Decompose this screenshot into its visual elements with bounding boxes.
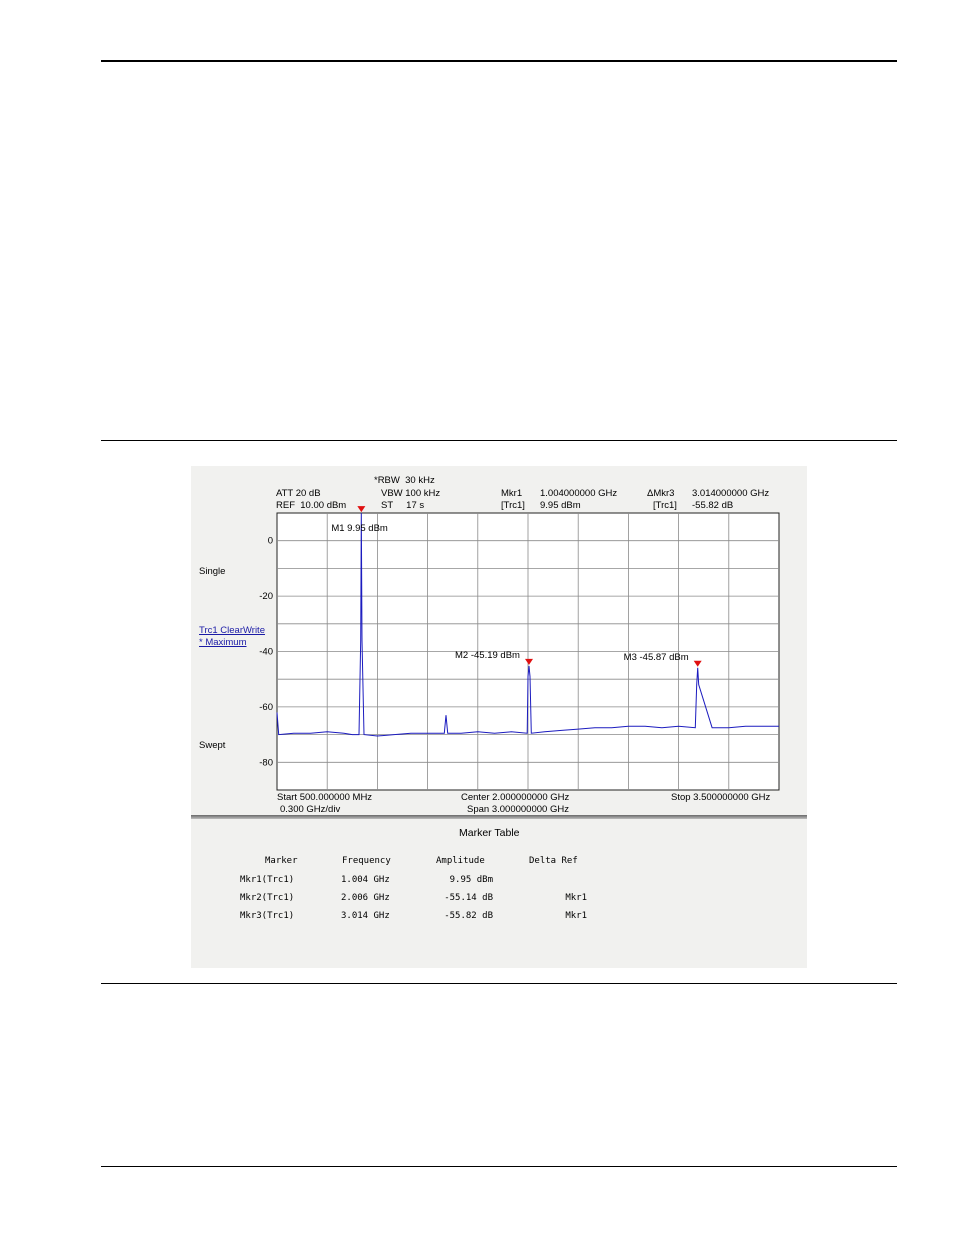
detector-link[interactable]: * Maximum [199, 637, 247, 648]
table-row-2-frequency: 2.006 GHz [341, 893, 390, 903]
span-frequency: Span 3.000000000 GHz [467, 804, 569, 815]
frequency-per-division: 0.300 GHz/div [280, 804, 341, 815]
table-row-2-amplitude: -55.14 dB [444, 893, 493, 903]
delta-marker-amplitude: -55.82 dB [692, 500, 734, 511]
y-tick-label: -80 [259, 757, 273, 769]
top-rule [101, 60, 897, 62]
marker-readout-trace: [Trc1] [501, 500, 525, 511]
table-row-3-amplitude: -55.82 dB [444, 911, 493, 921]
marker-table-header-amplitude: Amplitude [436, 856, 485, 866]
table-row-2-delta-ref: Mkr1 [565, 893, 587, 903]
table-separator [191, 815, 807, 819]
table-row-3-marker: Mkr3(Trc1) [240, 911, 295, 921]
delta-marker-label: ΔMkr3 [647, 488, 675, 499]
y-tick-label: -20 [259, 591, 273, 603]
swept-label: Swept [199, 740, 226, 751]
table-row-2-marker: Mkr2(Trc1) [240, 893, 295, 903]
y-tick-label: -60 [259, 701, 273, 713]
marker-1-triangle [357, 506, 365, 512]
marker-table-header-delta-ref: Delta Ref [529, 856, 578, 866]
att-setting: ATT 20 dB [276, 488, 321, 499]
marker-3-label: M3 -45.87 dBm [623, 651, 689, 663]
marker-readout-label: Mkr1 [501, 488, 523, 499]
marker-readout-frequency: 1.004000000 GHz [540, 488, 618, 499]
marker-readout-amplitude: 9.95 dBm [540, 500, 581, 511]
single-sweep-label: Single [199, 566, 226, 577]
stop-frequency: Stop 3.500000000 GHz [671, 792, 771, 803]
vbw-setting: VBW 100 kHz [381, 488, 441, 499]
table-row-3-frequency: 3.014 GHz [341, 911, 390, 921]
table-row-3-delta-ref: Mkr1 [565, 911, 587, 921]
spectrum-analyzer-screenshot [191, 466, 807, 968]
delta-marker-trace: [Trc1] [653, 500, 677, 511]
rbw-setting: *RBW 30 kHz [374, 475, 435, 486]
figure-bottom-rule [101, 983, 897, 984]
ref-level-setting: REF 10.00 dBm [276, 500, 347, 511]
sweep-time-setting: ST 17 s [381, 500, 425, 511]
trace-mode-link[interactable]: Trc1 ClearWrite [199, 625, 265, 636]
table-row-1-marker: Mkr1(Trc1) [240, 875, 295, 885]
start-frequency: Start 500.000000 MHz [277, 792, 373, 803]
marker-table-header-frequency: Frequency [342, 856, 391, 866]
marker-table-header-marker: Marker [265, 856, 298, 866]
table-row-1-frequency: 1.004 GHz [341, 875, 390, 885]
marker-2-label: M2 -45.19 dBm [455, 649, 520, 661]
delta-marker-frequency: 3.014000000 GHz [692, 488, 770, 499]
table-row-1-amplitude: 9.95 dBm [449, 875, 493, 885]
figure-top-rule [101, 440, 897, 441]
y-tick-label: -40 [259, 646, 273, 658]
spectrum-plot [191, 466, 807, 826]
footer-rule [101, 1166, 897, 1167]
marker-1-label: M1 9.95 dBm [331, 523, 388, 535]
marker-table-title: Marker Table [459, 827, 520, 839]
y-tick-label: 0 [267, 535, 273, 547]
center-frequency: Center 2.000000000 GHz [461, 792, 570, 803]
